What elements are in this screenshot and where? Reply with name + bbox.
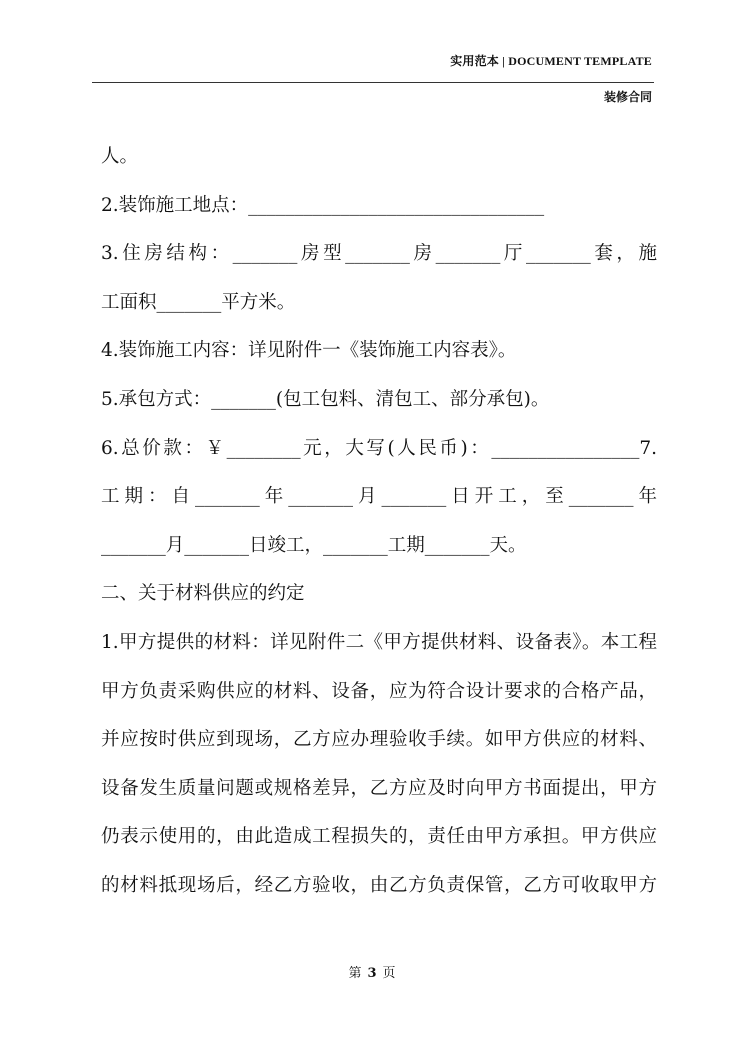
body-line-3: 3.住房结构：_______房型_______房_______厅_______套，施 [101,243,657,265]
body-line-13: 并应按时供应到现场，乙方应办理验收手续。如甲方供应的材料、 [101,729,657,751]
body-line-9: _______月_______日竣工，_______工期_______天。 [101,534,527,556]
page-prefix: 第 [348,966,362,981]
body-line-15: 仍表示使用的，由此造成工程损失的，责任由甲方承担。甲方供应 [101,826,657,848]
body-line-12: 甲方负责采购供应的材料、设备，应为符合设计要求的合格产品， [101,680,657,702]
body-line-6: 5.承包方式：_______(包工包料、清包工、部分承包)。 [101,388,550,410]
body-line-7: 6.总价款：￥________元，大写(人民币)：________________7. [101,437,657,459]
body-line-8: 工期：自_______年_______月_______日开工，至_______年 [101,486,657,508]
body-line-4: 工面积_______平方米。 [101,291,296,313]
header-divider [92,82,654,83]
body-line-16: 的材料抵现场后，经乙方验收，由乙方负责保管，乙方可收取甲方 [101,874,657,896]
body-line-14: 设备发生质量问题或规格差异，乙方应及时向甲方书面提出，甲方 [101,777,657,799]
body-line-5: 4.装饰施工内容：详见附件一《装饰施工内容表》。 [101,340,517,362]
body-line-11: 1.甲方提供的材料：详见附件二《甲方提供材料、设备表》。本工程 [101,631,657,653]
page-suffix: 页 [382,966,396,981]
body-line-1: 人。 [101,146,139,167]
header-contract-title: 装修合同 [603,90,652,104]
header-document-template-label: 实用范本 | DOCUMENT TEMPLATE [450,54,652,68]
contract-body [101,133,657,911]
section-heading-materials: 二、关于材料供应的约定 [101,583,305,605]
page-number-footer [0,962,744,981]
body-line-2: 2.装饰施工地点：________________________________ [101,194,545,216]
page-number: 3 [367,966,377,981]
